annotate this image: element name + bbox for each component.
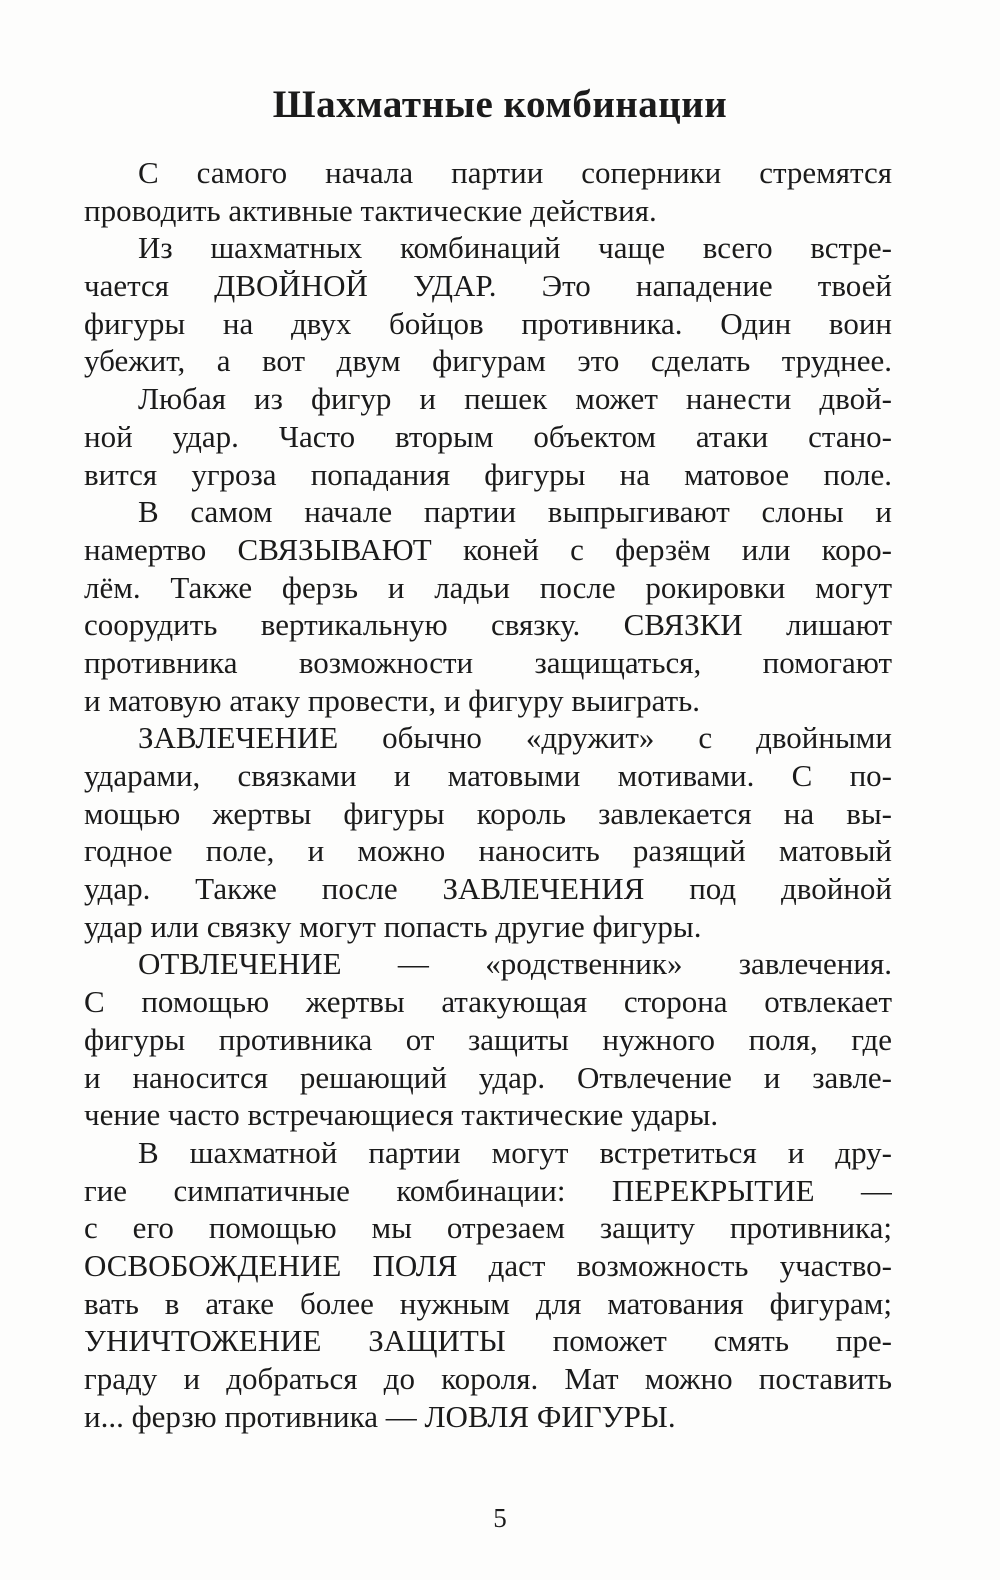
text-line: противника возможности защищаться, помогают bbox=[84, 644, 892, 680]
text-line: ОСВОБОЖДЕНИЕ ПОЛЯ даст возможность участво- bbox=[84, 1247, 892, 1283]
text-line: граду и добраться до короля. Мат можно поставить bbox=[84, 1361, 892, 1396]
text-line: ударами, связками и матовыми мотивами. С по- bbox=[84, 758, 892, 793]
text-line: ЗАВЛЕЧЕНИЕ обычно «дружит» с двойными bbox=[138, 720, 892, 756]
text-line: В шахматной партии могут встретиться и дру- bbox=[138, 1134, 892, 1170]
text-line: фигуры на двух бойцов противника. Один воин bbox=[84, 305, 892, 341]
text-line: чение часто встречающиеся тактические удары. bbox=[84, 1097, 719, 1133]
text-line: ной удар. Часто вторым объектом атаки стано- bbox=[84, 418, 892, 454]
text-line: Любая из фигур и пешек может нанести двой- bbox=[138, 381, 892, 417]
text-line: мощью жертвы фигуры король завлекается на вы- bbox=[84, 795, 892, 831]
page-number: 5 bbox=[493, 1503, 507, 1533]
text-line: удар или связку могут попасть другие фигуры. bbox=[84, 908, 702, 944]
text-line: и матовую атаку провести, и фигуру выиграть. bbox=[84, 682, 701, 718]
text-line: удар. Также после ЗАВЛЕЧЕНИЯ под двойной bbox=[84, 871, 892, 907]
body-text bbox=[84, 154, 892, 1435]
text-line: соорудить вертикальную связку. СВЯЗКИ лишают bbox=[84, 607, 892, 643]
text-line: Из шахматных комбинаций чаще всего встре- bbox=[138, 230, 892, 266]
text-line: гие симпатичные комбинации: ПЕРЕКРЫТИЕ — bbox=[84, 1172, 892, 1208]
text-line: ОТВЛЕЧЕНИЕ — «родственник» завлечения. bbox=[138, 946, 892, 982]
text-line: вится угроза попадания фигуры на матовое поле. bbox=[84, 456, 892, 492]
text-line: В самом начале партии выпрыгивают слоны и bbox=[138, 494, 892, 530]
text-line: вать в атаке более нужным для матования фигурам; bbox=[84, 1285, 892, 1321]
text-line: и... ферзю противника — ЛОВЛЯ ФИГУРЫ. bbox=[84, 1398, 676, 1434]
text-line: намертво СВЯЗЫВАЮТ коней с ферзём или коро- bbox=[84, 531, 892, 567]
page-title: Шахматные комбинации bbox=[272, 83, 728, 126]
text-line: С самого начала партии соперники стремятся bbox=[138, 155, 892, 190]
text-line: С помощью жертвы атакующая сторона отвлекает bbox=[84, 984, 892, 1020]
text-line: лём. Также ферзь и ладьи после рокировки могут bbox=[84, 569, 892, 605]
text-line: чается ДВОЙНОЙ УДАР. Это нападение твоей bbox=[84, 268, 892, 304]
text-line: убежит, а вот двум фигурам это сделать труднее. bbox=[84, 343, 892, 379]
text-line: проводить активные тактические действия. bbox=[84, 192, 657, 228]
text-line: и наносится решающий удар. Отвлечение и завле- bbox=[84, 1059, 892, 1095]
text-line: годное поле, и можно наносить разящий матовый bbox=[84, 833, 892, 869]
text-line: УНИЧТОЖЕНИЕ ЗАЩИТЫ поможет смять пре- bbox=[84, 1323, 892, 1359]
text-line: фигуры противника от защиты нужного поля, где bbox=[84, 1021, 892, 1057]
text-line: с его помощью мы отрезаем защиту противника; bbox=[84, 1210, 892, 1246]
